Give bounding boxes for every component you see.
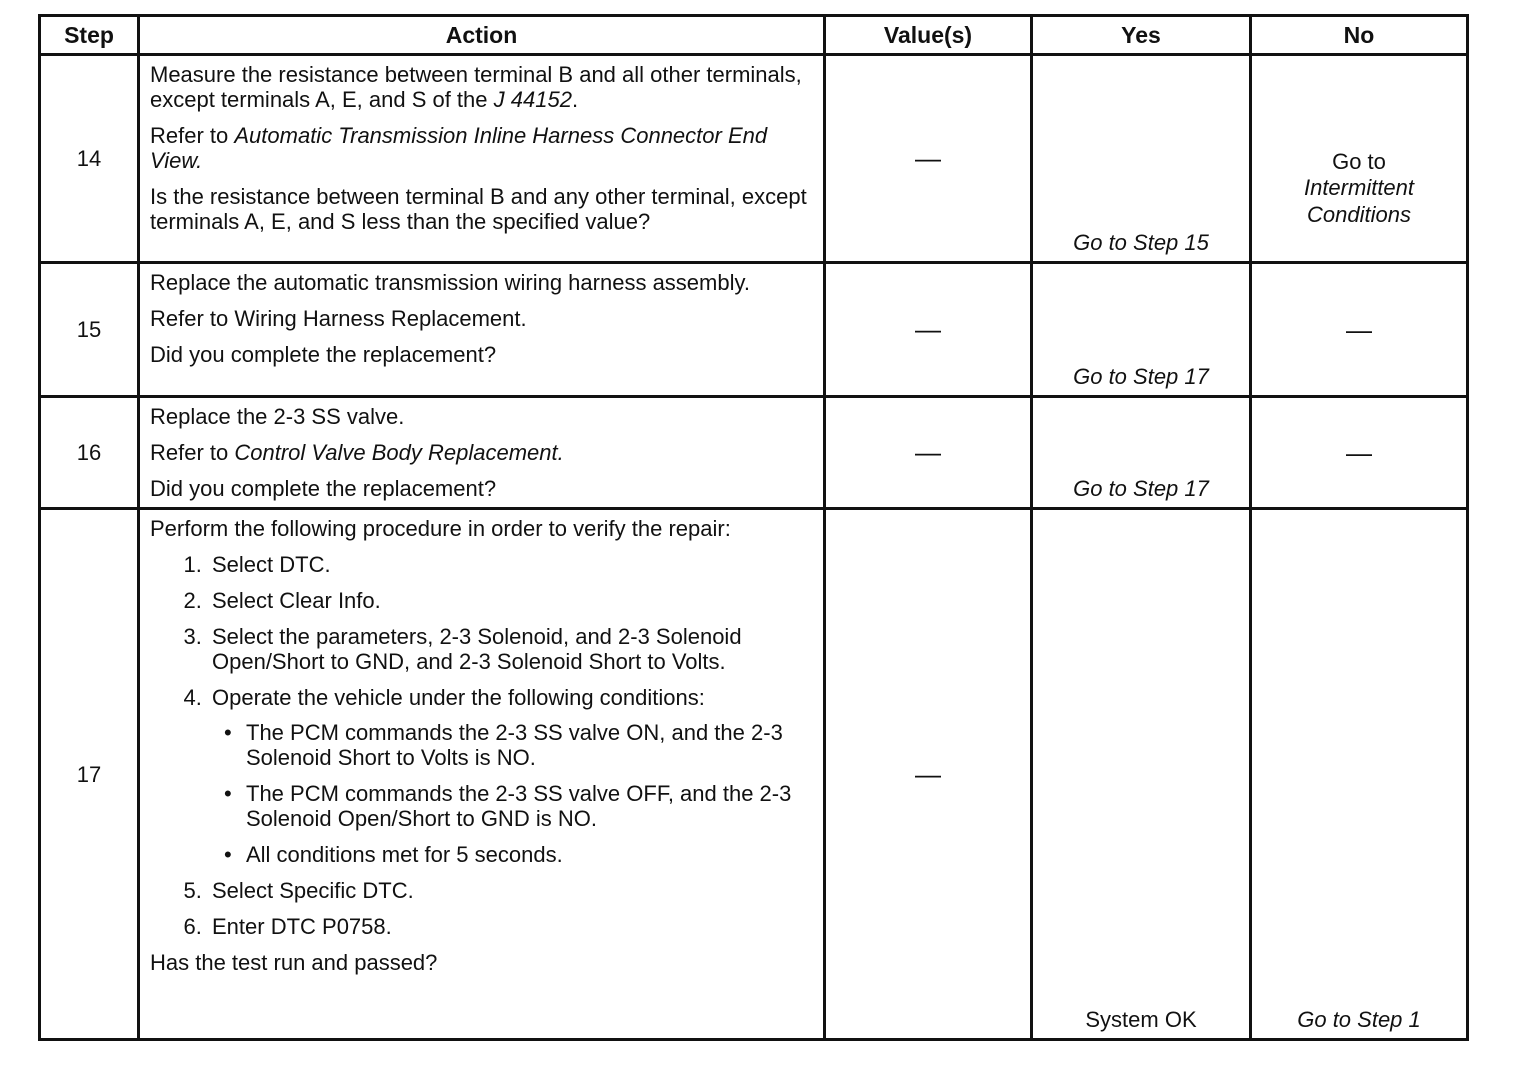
header-step: Step <box>40 16 139 55</box>
no-value: — <box>1346 437 1372 467</box>
condition-item: • The PCM commands the 2-3 SS valve OFF, and the 2-3 Solenoid Open/Short to GND is NO. <box>242 781 815 831</box>
no-cell <box>1251 55 1468 263</box>
no-goto-link[interactable]: Intermittent Conditions <box>1303 175 1415 227</box>
step-number: 14 <box>40 55 139 263</box>
value-cell: — <box>825 509 1032 1040</box>
no-goto-link[interactable]: Go to Step 1 <box>1297 1007 1421 1032</box>
diagnostic-table <box>38 14 1469 1041</box>
action-instruction: Replace the 2-3 SS valve. <box>150 404 405 429</box>
condition-item: • The PCM commands the 2-3 SS valve ON, and the 2-3 Solenoid Short to Volts is NO. <box>242 720 815 770</box>
header-action: Action <box>139 16 825 55</box>
procedure-step: 6. Enter DTC P0758. <box>208 914 815 939</box>
no-cell <box>1251 397 1468 509</box>
yes-result: System OK <box>1085 1007 1197 1032</box>
step-number: 17 <box>40 509 139 1040</box>
no-cell <box>1251 509 1468 1040</box>
procedure-list <box>150 552 815 939</box>
table-row-step-15 <box>40 263 1468 397</box>
value-cell: — <box>825 263 1032 397</box>
header-values: Value(s) <box>825 16 1032 55</box>
condition-item: • All conditions met for 5 seconds. <box>242 842 815 867</box>
no-value: — <box>1346 314 1372 344</box>
procedure-step: 2. Select Clear Info. <box>208 588 815 613</box>
yes-cell <box>1032 55 1251 263</box>
action-reference: Refer to Control Valve Body Replacement. <box>150 440 564 465</box>
action-question: Has the test run and passed? <box>150 950 438 975</box>
procedure-step: 4. Operate the vehicle under the following conditions: • The PCM commands the 2-3 SS valve ON, and the 2-3 Solenoid Short to Volts is NO. • The PCM commands the 2-3 SS valve OFF, and the 2-3 Solenoid Open/Short to GND is NO. • All conditions met for 5 seconds. <box>208 685 815 867</box>
doc-link[interactable]: Control Valve Body Replacement <box>234 440 558 465</box>
procedure-step: 5. Select Specific DTC. <box>208 878 815 903</box>
action-question: Did you complete the replacement? <box>150 476 497 501</box>
action-cell <box>139 55 825 263</box>
step-number: 15 <box>40 263 139 397</box>
doc-link[interactable]: Automatic Transmission Inline Harness Connector End View <box>150 123 768 173</box>
yes-goto-link[interactable]: Go to Step 17 <box>1073 476 1209 501</box>
action-instruction: Measure the resistance between terminal B and all other terminals, except terminals A, E, and S of the J 44152. <box>150 62 802 112</box>
action-question: Did you complete the replacement? <box>150 342 497 367</box>
step-number: 16 <box>40 397 139 509</box>
yes-goto-link[interactable]: Go to Step 17 <box>1073 364 1209 389</box>
yes-goto-link[interactable]: Go to Step 15 <box>1073 230 1209 255</box>
procedure-intro: Perform the following procedure in order to verify the repair: <box>150 516 731 541</box>
action-instruction: Replace the automatic transmission wiring harness assembly. <box>150 270 750 295</box>
value-cell: — <box>825 55 1032 263</box>
action-reference: Refer to Automatic Transmission Inline Harness Connector End View. <box>150 123 768 173</box>
no-goto-label: Go to <box>1332 149 1386 174</box>
action-cell <box>139 263 825 397</box>
header-row <box>40 16 1468 55</box>
table-row-step-16 <box>40 397 1468 509</box>
header-no: No <box>1251 16 1468 55</box>
action-cell <box>139 509 825 1040</box>
table-row-step-14 <box>40 55 1468 263</box>
value-cell: — <box>825 397 1032 509</box>
tool-reference: J 44152 <box>493 87 572 112</box>
yes-cell <box>1032 263 1251 397</box>
yes-cell <box>1032 509 1251 1040</box>
procedure-step: 1. Select DTC. <box>208 552 815 577</box>
no-cell <box>1251 263 1468 397</box>
action-cell <box>139 397 825 509</box>
condition-list <box>212 720 815 867</box>
table-row-step-17 <box>40 509 1468 1040</box>
procedure-step: 3. Select the parameters, 2-3 Solenoid, and 2-3 Solenoid Open/Short to GND, and 2-3 Solenoid Short to Volts. <box>208 624 815 674</box>
yes-cell <box>1032 397 1251 509</box>
action-reference: Refer to Wiring Harness Replacement. <box>150 306 527 331</box>
header-yes: Yes <box>1032 16 1251 55</box>
action-question: Is the resistance between terminal B and any other terminal, except terminals A, E, and S less than the specified value? <box>150 184 807 234</box>
